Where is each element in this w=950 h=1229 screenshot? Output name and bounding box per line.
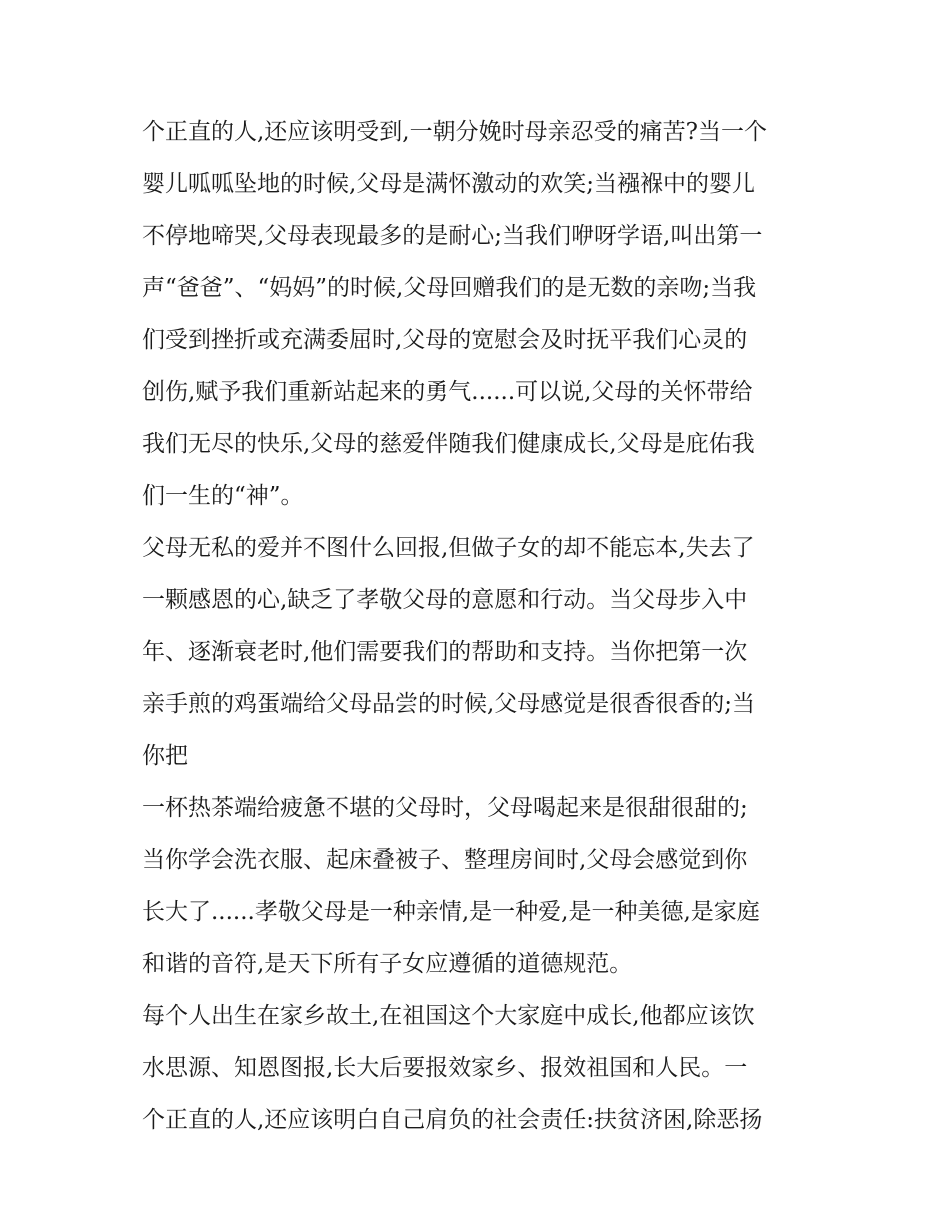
text-line: 长大了......孝敬父母是一种亲情,是一种爱,是一种美德,是家庭 bbox=[142, 899, 760, 925]
text-line: 亲手煎的鸡蛋端给父母品尝的时候,父母感觉是很香很香的;当 bbox=[142, 691, 756, 717]
text-line: 们一生的“神”。 bbox=[142, 483, 304, 509]
text-line: 水思源、知恩图报,长大后要报效家乡、报效祖国和人民。一 bbox=[142, 1055, 748, 1081]
text-line: 每个人出生在家乡故土,在祖国这个大家庭中成长,他都应该饮 bbox=[142, 1003, 755, 1029]
text-line: 一颗感恩的心,缺乏了孝敬父母的意愿和行动。当父母步入中 bbox=[142, 587, 748, 613]
text-line: 你把 bbox=[142, 743, 188, 769]
text-line: 创伤,赋予我们重新站起来的勇气......可以说,父母的关怀带给 bbox=[142, 379, 753, 405]
body-text bbox=[142, 106, 814, 1146]
text-line: 声“爸爸”、“妈妈”的时候,父母回赠我们的是无数的亲吻;当我 bbox=[142, 275, 757, 301]
text-line: 个正直的人,还应该明受到,一朝分娩时母亲忍受的痛苦?当一个 bbox=[142, 119, 767, 145]
text-line: 当你学会洗衣服、起床叠被子、整理房间时,父母会感觉到你 bbox=[142, 847, 748, 873]
text-line: 年、逐渐衰老时,他们需要我们的帮助和支持。当你把第一次 bbox=[142, 639, 748, 665]
text-line: 一杯热茶端给疲惫不堪的父母时，父母喝起来是很甜很甜的; bbox=[142, 795, 748, 821]
text-line: 父母无私的爱并不图什么回报,但做子女的却不能忘本,失去了 bbox=[142, 535, 755, 561]
text-line: 和谐的音符,是天下所有子女应遵循的道德规范。 bbox=[142, 951, 633, 977]
text-line: 们受到挫折或充满委屈时,父母的宽慰会及时抚平我们心灵的 bbox=[142, 327, 748, 353]
text-line: 不停地啼哭,父母表现最多的是耐心;当我们咿呀学语,叫出第一 bbox=[142, 223, 763, 249]
text-line: 我们无尽的快乐,父母的慈爱伴随我们健康成长,父母是庇佑我 bbox=[142, 431, 755, 457]
text-line: 婴儿呱呱坠地的时候,父母是满怀激动的欢笑;当襁褓中的婴儿 bbox=[142, 171, 756, 197]
text-line: 个正直的人,还应该明白自己肩负的社会责任:扶贫济困,除恶扬 bbox=[142, 1107, 763, 1133]
